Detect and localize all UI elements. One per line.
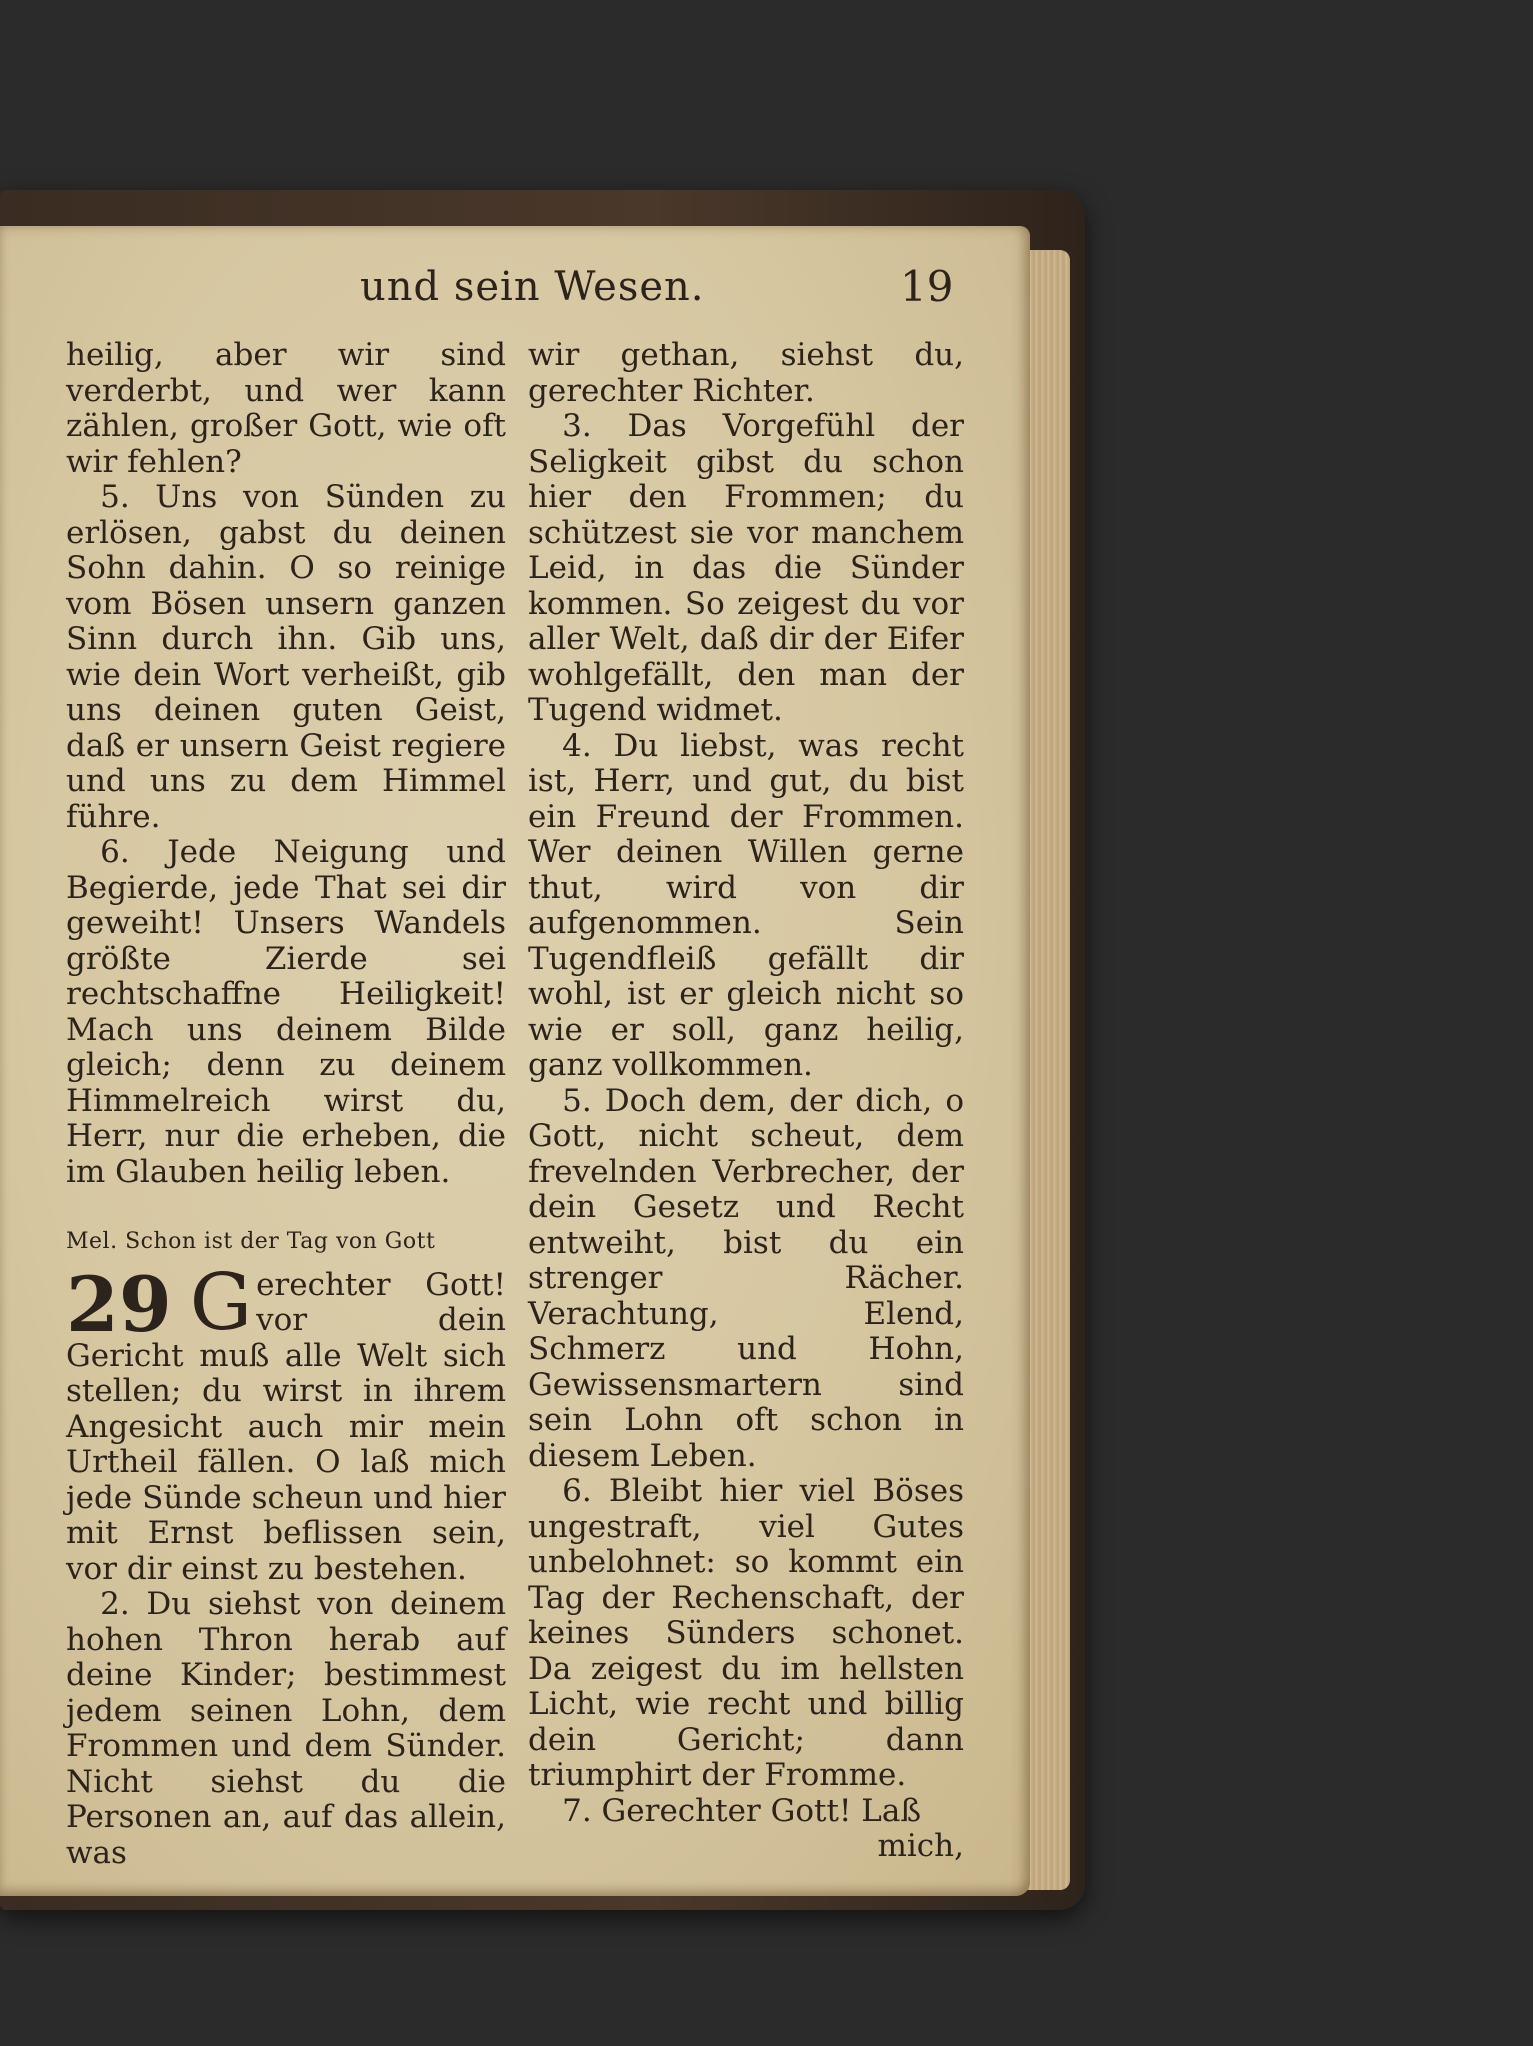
verse-7: 7. Gerechter Gott! Laß (562, 1792, 922, 1829)
verse-continuation: heilig, aber wir sind verderbt, und wer kann zählen, großer Gott, wie oft wir fehlen? (66, 337, 506, 480)
page-edges (1025, 250, 1070, 1890)
right-column (528, 338, 964, 1865)
verse-5: 5. Uns von Sünden zu erlösen, gabst du deinen Sohn dahin. O so reinige vom Bösen unsern ganzen Sinn durch ihn. Gib uns, wie dein Wort verheißt, gib uns deinen guten Geist, daß er unsern Geist regiere und uns zu dem Himmel führe. (66, 479, 506, 835)
verse-4: 4. Du liebst, was recht ist, Herr, und gut, du bist ein Freund der Frommen. Wer deinen Willen gerne thut, wird von dir aufgenommen. Sein Tugendfleiß gefällt dir wohl, ist er gleich nicht so wie er soll, ganz heilig, ganz vollkommen. (528, 727, 964, 1083)
left-column (66, 338, 506, 1871)
hymn-29-verse-2: 2. Du siehst von deinem hohen Thron herab auf deine Kinder; bestimmest jedem seinen Lohn, dem Frommen und dem Sünder. Nicht siehst du die Personen an, auf das allein, was (66, 1586, 506, 1871)
verse-6: 6. Bleibt hier viel Böses ungestraft, viel Gutes unbelohnet: so kommt ein Tag der Rechenschaft, der keines Sünders schonet. Da zeigest du im hellsten Licht, wie recht und billig dein Gericht; dann triumphirt der Fromme. (528, 1473, 964, 1793)
verse-6: 6. Jede Neigung und Begierde, jede That sei dir geweiht! Unsers Wandels größte Zierde sei rechtschaffne Heiligkeit! Mach uns deinem Bilde gleich; denn zu deinem Himmelreich wirst du, Herr, nur die erheben, die im Glauben heilig leben. (66, 834, 506, 1190)
page-number: 19 (900, 262, 954, 311)
verse-5: 5. Doch dem, der dich, o Gott, nicht scheut, dem frevelnden Verbrecher, der dein Gesetz und Recht entweiht, bist du ein strenger Rächer. Verachtung, Elend, Schmerz und Hohn, Gewissensmartern sind sein Lohn oft schon in diesem Leben. (528, 1082, 964, 1474)
book-page (0, 226, 1030, 1896)
drop-cap: G (189, 1257, 253, 1348)
hymn-first-text: erechter Gott! vor dein Gericht muß alle Welt sich stellen; du wirst in ihrem Angesicht auch mir mein Urtheil fällen. O laß mich jede Sünde scheun und hier mit Ernst beflissen sein, vor dir einst zu bestehen. (66, 1266, 506, 1587)
hymn-29-verse-1 (66, 1257, 506, 1588)
running-header (0, 254, 1030, 324)
melody-note: Mel. Schon ist der Tag von Gott (66, 1229, 436, 1254)
verse-3: 3. Das Vorgefühl der Seligkeit gibst du schon hier den Frommen; du schützest sie vor manchem Leid, in das die Sünder kommen. So zeigest du vor aller Welt, daß dir der Eifer wohlgefällt, den man der Tugend widmet. (528, 408, 964, 728)
verse-2-continuation: wir gethan, siehst du, gerechter Richter. (528, 337, 964, 409)
hymn-number: 29 (66, 1259, 172, 1349)
running-title: und sein Wesen. (360, 264, 705, 310)
catchword: mich, (877, 1828, 964, 1864)
